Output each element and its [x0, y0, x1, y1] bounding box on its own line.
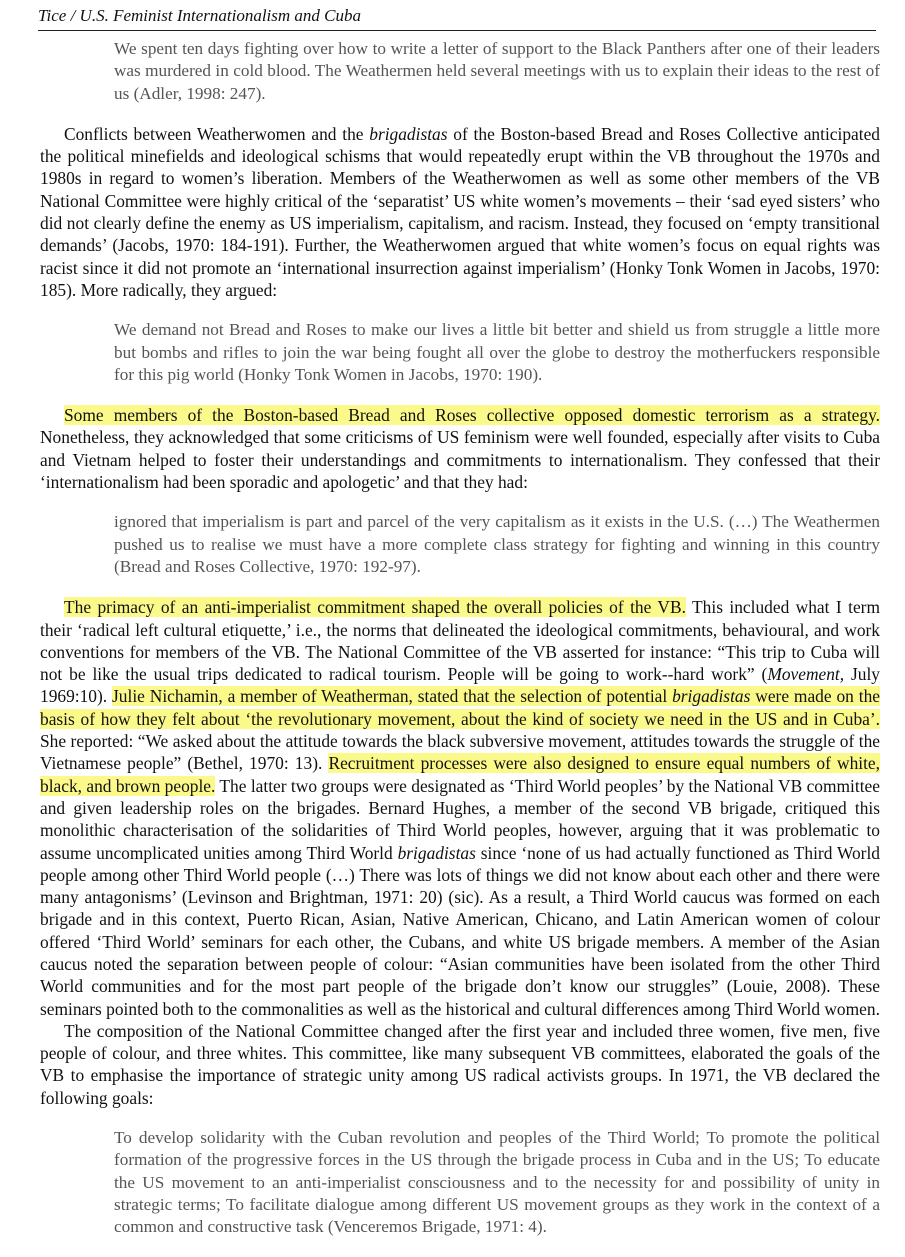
- running-head: Tice / U.S. Feminist Internationalism and Cuba: [38, 6, 361, 25]
- paragraph-conflicts: Conflicts between Weatherwomen and the brigadistas of the Boston-based Bread and Roses Collective anticipated the political minefields and ideological schisms that would repeatedly erupt within the VB throughout the 1970s and 1980s in regard to women’s liberation. Members of the Weatherwomen as well as some other members of the VB National Committee were highly critical of the ‘separatist’ US white women’s movements – their ‘sad eyed sisters’ who did not clearly define the enemy as US imperialism, capitalism, and racism. Instead, they focused on ‘empty transitional demands’ (Jacobs, 1970: 184-191). Further, the Weatherwomen argued that white women’s focus on equal rights was racist since it did not promote an ‘international insurrection against imperialism’ (Honky Tonk Women in Jacobs, 1970: 185). More radically, they argued:: [40, 123, 880, 300]
- paragraph-bread-and-roses: Some members of the Boston-based Bread and Roses collective opposed domestic terrorism as a strategy. Nonetheless, they acknowledged that some criticisms of US feminism were well founded, especially after visits to Cuba and Vietnam helped to foster their understandings and commitments to internationalism. They confessed that their ‘internationalism had been sporadic and apologetic’ and that they had:: [40, 405, 880, 493]
- paragraph-anti-imperialist: The primacy of an anti-imperialist commitment shaped the overall policies of the VB. This included what I term their ‘radical left cultural etiquette,’ i.e., the norms that delineated the ideological commitments, behavioural, and work conventions for members of the VB. The National Committee of the VB asserted for instance: “This trip to Cuba will not be like the usual trips dedicated to radical tourism. People will be going to work--hard work” (Movement, July 1969:10). Julie Nichamin, a member of Weatherman, stated that the selection of potential brigadistas were made on the basis of how they felt about ‘the revolutionary movement, about the kind of society we need in the US and in Cuba’. She reported: “We asked about the attitude towards the black subversive movement, attitudes towards the struggle of the Vietnamese people” (Bethel, 1970: 13). Recruitment processes were also designed to ensure equal numbers of white, black, and brown people. The latter two groups were designated as ‘Third World peoples’ by the National VB committee and given leadership roles on the brigades. Bernard Hughes, a member of the second VB brigade, critiqued this monolithic characterisation of the solidarities of Third World peoples, however, arguing that it was problematic to assume uncomplicated unities among Third World brigadistas since ‘none of us had actually functioned as Third World people among other Third World people (…) There was lots of things we did not know about each other and there were many antagonisms’ (Levinson and Brightman, 1971: 20) (sic). As a result, a Third World caucus was formed on each brigade and in this context, Puerto Rican, Asian, Native American, Chicano, and Latin American women of colour offered ‘Third World’ seminars for each other, the Cubans, and white US brigade members. A member of the Asian caucus noted the separation between people of colour: “Asian communities have been isolated from the other Third World communities and for the most part people of the brigade don’t know our struggles” (Louie, 2008). These seminars pointed both to the commonalities as well as the historical and cultural differences among Third World women.: [40, 597, 881, 1019]
- highlight-domestic-terrorism: Some members of the Boston-based Bread and Roses collective opposed domestic terrorism as a strategy.: [64, 405, 880, 426]
- highlight-primacy: The primacy of an anti-imperialist commitment shaped the overall policies of the VB.: [64, 597, 686, 618]
- paragraph-national-committee: The composition of the National Committee changed after the first year and included three women, five men, five people of colour, and three whites. This committee, like many subsequent VB committees, elaborated the goals of the VB to emphasise the importance of strategic unity among US radical activists groups. In 1971, the VB declared the following goals:: [40, 1020, 880, 1108]
- highlight-recruitment: Recruitment processes were also designed to ensure equal numbers of white, black, and brown people.: [40, 753, 880, 796]
- block-quote-vb-goals: To develop solidarity with the Cuban revolution and peoples of the Third World; To promote the political formation of the progressive forces in the US through the brigade process in Cuba and in the US; To educate the US movement to an anti-imperialist consciousness and to the necessity for and possibility of unity in strategic terms; To facilitate dialogue among different US movement groups as they work in the context of a common and constructive task (Venceremos Brigade, 1971: 4).: [114, 1128, 880, 1237]
- highlight-nichamin: Julie Nichamin, a member of Weatherman, stated that the selection of potential brigadistas were made on the basis of how they felt about ‘the revolutionary movement, about the kind of society we need in the US and in Cuba’.: [40, 686, 880, 729]
- header-rule: [38, 30, 876, 31]
- block-quote-honky-tonk: We demand not Bread and Roses to make our lives a little bit better and shield us from struggle a little more but bombs and rifles to join the war being fought all over the globe to destroy the motherfuckers responsible for this pig world (Honky Tonk Women in Jacobs, 1970: 190).: [114, 320, 880, 384]
- emphasis-movement: Movement,: [767, 664, 845, 685]
- block-quote-bread-roses: ignored that imperialism is part and parcel of the very capitalism as it exists in the U.S. (…) The Weathermen pushed us to realise we must have a more complete class strategy for fighting and winning in this country (Bread and Roses Collective, 1970: 192-97).: [114, 512, 880, 576]
- emphasis-brigadistas: brigadistas: [369, 123, 448, 144]
- article-body: [40, 38, 880, 1257]
- emphasis-brigadistas-2: brigadistas: [397, 842, 476, 863]
- block-quote-adler: We spent ten days fighting over how to write a letter of support to the Black Panthers after one of their leaders was murdered in cold blood. The Weathermen held several meetings with us to explain their ideas to the rest of us (Adler, 1998: 247).: [114, 39, 880, 103]
